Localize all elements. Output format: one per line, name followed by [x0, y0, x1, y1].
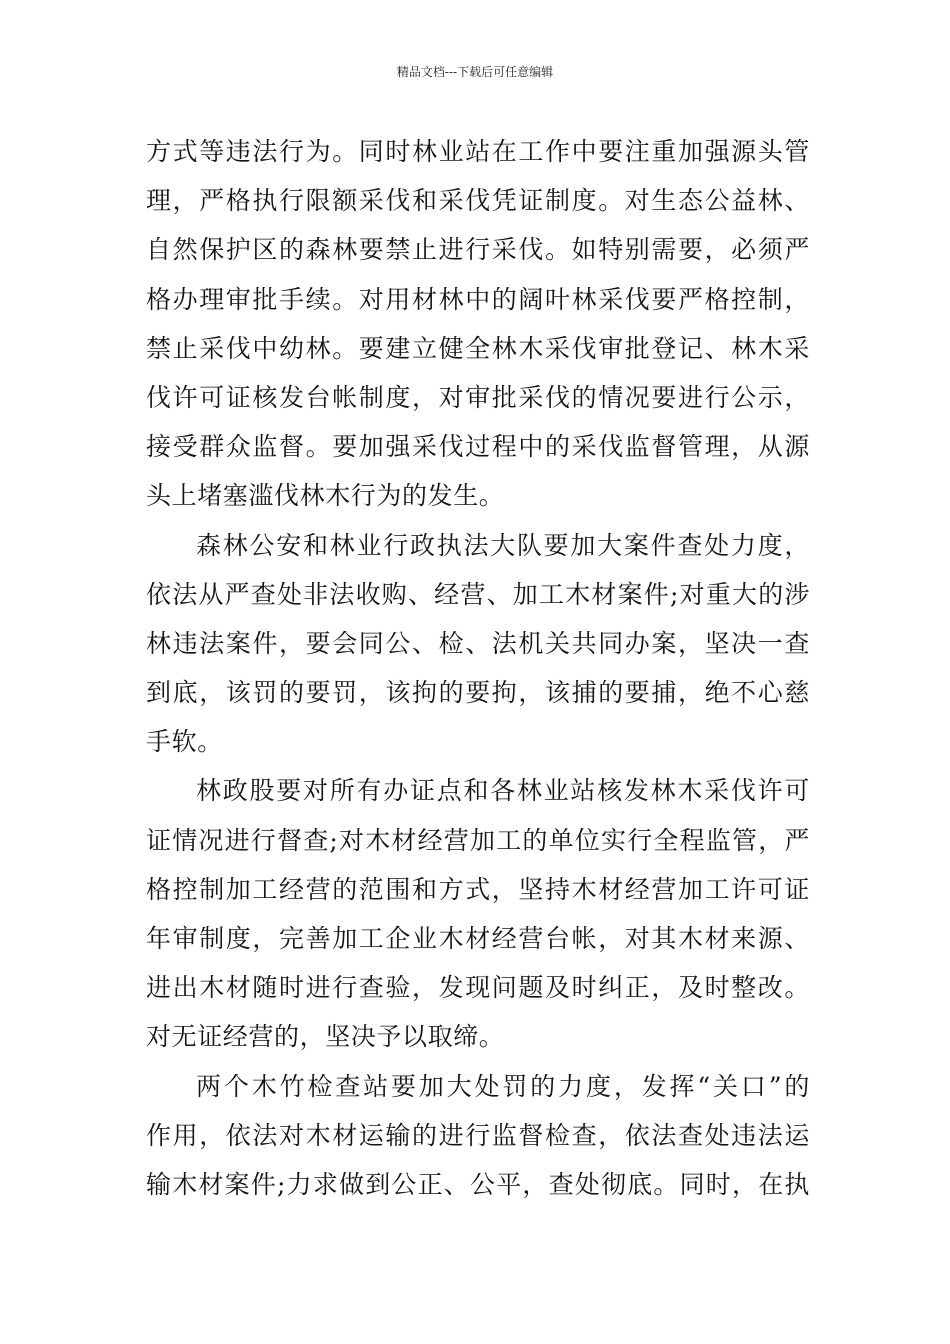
- text-line: 林违法案件，要会同公、检、法机关共同办案，坚决一查: [146, 628, 810, 658]
- text-line: 森林公安和林业行政执法大队要加大案件查处力度，: [196, 530, 810, 560]
- text-line: 方式等违法行为。同时林业站在工作中要注重加强源头管: [146, 137, 810, 166]
- text-line: 到底，该罚的要罚，该拘的要拘，该捕的要捕，绝不心慈: [146, 678, 810, 708]
- text-line: 作用，依法对木材运输的进行监督检查，依法查处违法运: [146, 1120, 810, 1150]
- text-line: 禁止采伐中幼林。要建立健全林木采伐审批登记、林木采: [146, 333, 810, 363]
- document-body: [146, 127, 810, 1209]
- text-line: 林政股要对所有办证点和各林业站核发林木采伐许可: [196, 776, 810, 806]
- text-line: 伐许可证核发台帐制度，对审批采伐的情况要进行公示，: [146, 382, 810, 412]
- paragraph: [146, 521, 810, 767]
- paragraph: [146, 1062, 810, 1210]
- text-line: 理，严格执行限额采伐和采伐凭证制度。对生态公益林、: [146, 186, 810, 216]
- text-line: 证情况进行督查;对木材经营加工的单位实行全程监管，严: [146, 825, 810, 855]
- text-line: 对无证经营的，坚决予以取缔。: [146, 1022, 505, 1052]
- paragraph: [146, 127, 810, 521]
- text-line: 输木材案件;力求做到公正、公平，查处彻底。同时，在执: [146, 1169, 810, 1199]
- paragraph: [146, 766, 810, 1061]
- page-header: 精品文档---下载后可任意编辑: [396, 65, 554, 79]
- text-line: 年审制度，完善加工企业木材经营台帐，对其木材来源、: [146, 924, 810, 953]
- text-line: 格办理审批手续。对用材林中的阔叶林采伐要严格控制，: [146, 284, 810, 314]
- text-line: 进出木材随时进行查验，发现问题及时纠正，及时整改。: [146, 973, 810, 1003]
- text-line: 头上堵塞滥伐林木行为的发生。: [146, 481, 505, 511]
- text-line: 手软。: [146, 727, 223, 757]
- text-line: 依法从严查处非法收购、经营、加工木材案件;对重大的涉: [146, 579, 810, 609]
- text-line: 接受群众监督。要加强采伐过程中的采伐监督管理，从源: [146, 432, 810, 462]
- text-line: 格控制加工经营的范围和方式，坚持木材经营加工许可证: [146, 874, 810, 904]
- text-line: 两个木竹检查站要加大处罚的力度，发挥“关口”的: [196, 1071, 810, 1101]
- text-line: 自然保护区的森林要禁止进行采伐。如特别需要，必须严: [146, 235, 810, 265]
